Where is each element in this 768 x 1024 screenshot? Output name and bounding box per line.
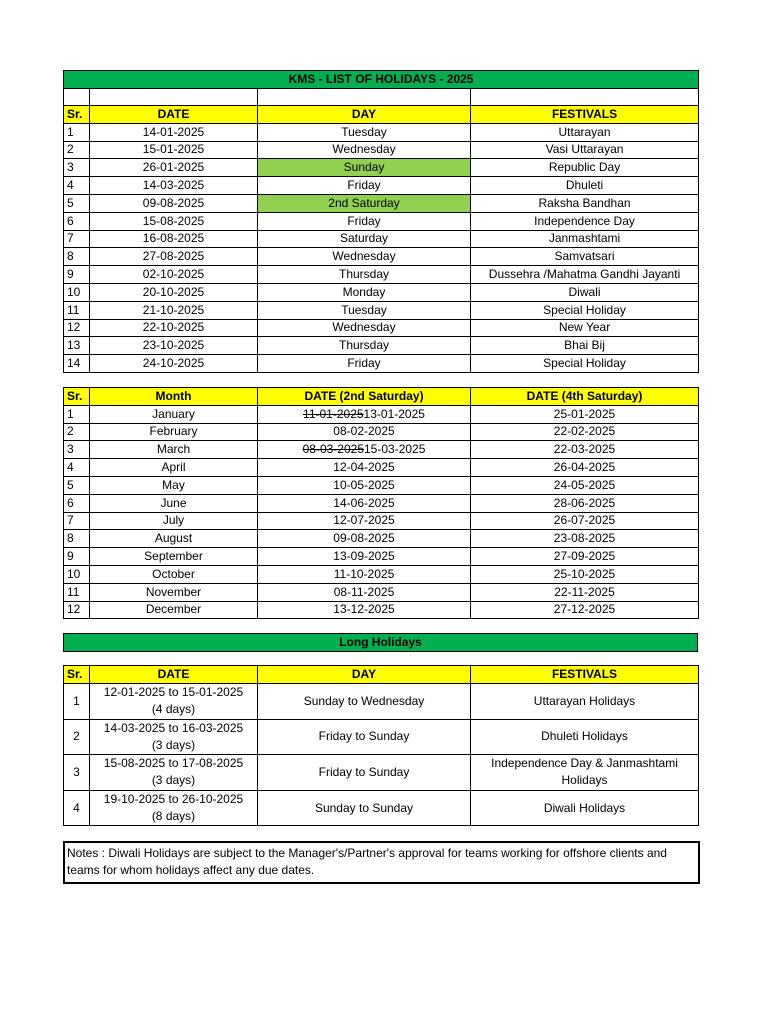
second-saturday-cell [258, 405, 471, 423]
day-cell: Friday to Sunday [258, 719, 471, 755]
second-saturday-cell [258, 441, 471, 459]
header-month: Month [90, 388, 258, 406]
table-row [64, 405, 699, 423]
long-holidays-table [63, 665, 699, 826]
duration: (8 days) [151, 809, 196, 824]
long-holidays-title: Long Holidays [64, 634, 698, 652]
fourth-saturday-cell: 25-01-2025 [471, 405, 699, 423]
day-cell: Friday [258, 355, 471, 373]
date-cell: 22-10-2025 [90, 319, 258, 337]
second-saturday-date: 12-07-2025 [333, 513, 395, 528]
table-row [64, 601, 699, 619]
day-cell: Thursday [258, 266, 471, 284]
day-cell: Friday [258, 212, 471, 230]
sr-cell: 7 [64, 230, 90, 248]
date-cell: 15-01-2025 [90, 141, 258, 159]
day-cell: Sunday to Sunday [258, 790, 471, 826]
table-row [64, 494, 699, 512]
second-saturday-date: 13-09-2025 [333, 549, 395, 564]
table-row [64, 230, 699, 248]
festival-cell: Samvatsari [471, 248, 699, 266]
date-cell: 14-03-2025 [90, 177, 258, 195]
month-cell: March [90, 441, 258, 459]
date-range-cell [90, 719, 258, 755]
holiday-list-table [63, 70, 699, 373]
date-range-cell [90, 790, 258, 826]
holiday-header-row [64, 106, 699, 124]
sr-cell: 11 [64, 301, 90, 319]
saturday-table [63, 387, 699, 619]
month-cell: April [90, 459, 258, 477]
table-row [64, 423, 699, 441]
second-saturday-date: 10-05-2025 [333, 477, 395, 492]
second-saturday-date: 11-10-2025 [333, 566, 395, 581]
fourth-saturday-cell: 23-08-2025 [471, 530, 699, 548]
second-saturday-cell [258, 423, 471, 441]
festival-cell: Janmashtami [471, 230, 699, 248]
date-range: 19-10-2025 to 26-10-2025 [103, 792, 244, 807]
second-saturday-cell [258, 494, 471, 512]
sr-cell: 10 [64, 283, 90, 301]
table-row [64, 355, 699, 373]
festival-cell: Bhai Bij [471, 337, 699, 355]
page-title: KMS - LIST OF HOLIDAYS - 2025 [64, 71, 699, 89]
date-range: 15-08-2025 to 17-08-2025 [103, 756, 244, 771]
table-row [64, 530, 699, 548]
sr-cell: 5 [64, 476, 90, 494]
table-row [64, 565, 699, 583]
sr-cell: 3 [64, 755, 90, 791]
sr-cell: 3 [64, 441, 90, 459]
struck-date: 11-01-2025 [303, 406, 364, 421]
table-row [64, 337, 699, 355]
festival-cell: Raksha Bandhan [471, 194, 699, 212]
second-saturday-cell [258, 565, 471, 583]
table-row [64, 266, 699, 284]
sr-cell: 2 [64, 423, 90, 441]
table-row [64, 248, 699, 266]
second-saturday-date: 08-02-2025 [333, 424, 395, 439]
sr-cell: 2 [64, 719, 90, 755]
fourth-saturday-cell: 27-09-2025 [471, 548, 699, 566]
date-cell: 16-08-2025 [90, 230, 258, 248]
table-row [64, 212, 699, 230]
sr-cell: 12 [64, 319, 90, 337]
header-day: DAY [258, 666, 471, 684]
festival-cell: Dussehra /Mahatma Gandhi Jayanti [471, 266, 699, 284]
day-cell: Wednesday [258, 141, 471, 159]
saturday-header-row [64, 388, 699, 406]
festival-cell: Special Holiday [471, 355, 699, 373]
day-cell: Tuesday [258, 301, 471, 319]
table-row [64, 177, 699, 195]
duration: (4 days) [151, 702, 196, 717]
header-sr: Sr. [64, 388, 90, 406]
sr-cell: 11 [64, 583, 90, 601]
table-row [64, 283, 699, 301]
second-saturday-cell [258, 512, 471, 530]
table-row [64, 684, 699, 720]
month-cell: October [90, 565, 258, 583]
date-cell: 20-10-2025 [90, 283, 258, 301]
month-cell: May [90, 476, 258, 494]
table-row [64, 194, 699, 212]
duration: (3 days) [151, 737, 196, 752]
month-cell: September [90, 548, 258, 566]
sr-cell: 12 [64, 601, 90, 619]
long-holidays-title-table [63, 633, 698, 652]
sr-cell: 8 [64, 530, 90, 548]
sr-cell: 6 [64, 212, 90, 230]
table-row [64, 548, 699, 566]
day-cell: 2nd Saturday [258, 194, 471, 212]
second-saturday-cell [258, 476, 471, 494]
table-row [64, 790, 699, 826]
header-date: DATE [90, 106, 258, 124]
sr-cell: 3 [64, 159, 90, 177]
table-row [64, 123, 699, 141]
table-row [64, 159, 699, 177]
festival-cell: Independence Day & Janmashtami Holidays [471, 755, 699, 791]
month-cell: November [90, 583, 258, 601]
sr-cell: 1 [64, 123, 90, 141]
day-cell: Sunday [258, 159, 471, 177]
month-cell: February [90, 423, 258, 441]
date-cell: 02-10-2025 [90, 266, 258, 284]
festival-cell: Republic Day [471, 159, 699, 177]
sr-cell: 2 [64, 141, 90, 159]
date-cell: 27-08-2025 [90, 248, 258, 266]
second-saturday-cell [258, 601, 471, 619]
second-saturday-cell [258, 548, 471, 566]
day-cell: Wednesday [258, 248, 471, 266]
second-saturday-date: 14-06-2025 [333, 495, 395, 510]
month-cell: August [90, 530, 258, 548]
table-row [64, 441, 699, 459]
sr-cell: 4 [64, 459, 90, 477]
day-cell: Monday [258, 283, 471, 301]
month-cell: January [90, 405, 258, 423]
fourth-saturday-cell: 25-10-2025 [471, 565, 699, 583]
festival-cell: New Year [471, 319, 699, 337]
date-range: 12-01-2025 to 15-01-2025 [103, 685, 244, 700]
table-row [64, 512, 699, 530]
date-range-cell [90, 755, 258, 791]
sr-cell: 13 [64, 337, 90, 355]
second-saturday-date: 13-12-2025 [333, 602, 395, 617]
fourth-saturday-cell: 28-06-2025 [471, 494, 699, 512]
festival-cell: Dhuleti Holidays [471, 719, 699, 755]
month-cell: June [90, 494, 258, 512]
second-saturday-cell [258, 459, 471, 477]
sr-cell: 4 [64, 177, 90, 195]
day-cell: Tuesday [258, 123, 471, 141]
long-holidays-header-row [64, 666, 699, 684]
date-cell: 14-01-2025 [90, 123, 258, 141]
date-cell: 26-01-2025 [90, 159, 258, 177]
day-cell: Saturday [258, 230, 471, 248]
table-row [64, 583, 699, 601]
festival-cell: Independence Day [471, 212, 699, 230]
fourth-saturday-cell: 22-03-2025 [471, 441, 699, 459]
date-range-cell [90, 684, 258, 720]
sr-cell: 6 [64, 494, 90, 512]
second-saturday-cell [258, 583, 471, 601]
fourth-saturday-cell: 27-12-2025 [471, 601, 699, 619]
day-cell: Friday to Sunday [258, 755, 471, 791]
struck-date: 08-03-2025 [302, 442, 364, 457]
fourth-saturday-cell: 26-04-2025 [471, 459, 699, 477]
fourth-saturday-cell: 26-07-2025 [471, 512, 699, 530]
date-cell: 23-10-2025 [90, 337, 258, 355]
festival-cell: Uttarayan Holidays [471, 684, 699, 720]
festival-cell: Diwali [471, 283, 699, 301]
table-row [64, 755, 699, 791]
day-cell: Friday [258, 177, 471, 195]
duration: (3 days) [151, 773, 196, 788]
festival-cell: Uttarayan [471, 123, 699, 141]
month-cell: July [90, 512, 258, 530]
header-day: DAY [258, 106, 471, 124]
header-festivals: FESTIVALS [471, 106, 699, 124]
table-row [64, 719, 699, 755]
sr-cell: 9 [64, 548, 90, 566]
table-row [64, 476, 699, 494]
second-saturday-cell [258, 530, 471, 548]
second-saturday-date: 15-03-2025 [364, 442, 426, 457]
month-cell: December [90, 601, 258, 619]
header-sr: Sr. [64, 666, 90, 684]
festival-cell: Dhuleti [471, 177, 699, 195]
fourth-saturday-cell: 24-05-2025 [471, 476, 699, 494]
header-date: DATE [90, 666, 258, 684]
date-cell: 09-08-2025 [90, 194, 258, 212]
sr-cell: 1 [64, 405, 90, 423]
fourth-saturday-cell: 22-02-2025 [471, 423, 699, 441]
sr-cell: 7 [64, 512, 90, 530]
sr-cell: 8 [64, 248, 90, 266]
sr-cell: 14 [64, 355, 90, 373]
festival-cell: Vasi Uttarayan [471, 141, 699, 159]
header-fourth-saturday: DATE (4th Saturday) [471, 388, 699, 406]
day-cell: Sunday to Wednesday [258, 684, 471, 720]
date-cell: 21-10-2025 [90, 301, 258, 319]
fourth-saturday-cell: 22-11-2025 [471, 583, 699, 601]
table-row [64, 141, 699, 159]
second-saturday-date: 08-11-2025 [333, 584, 395, 599]
second-saturday-date: 12-04-2025 [333, 460, 395, 475]
date-range: 14-03-2025 to 16-03-2025 [103, 720, 244, 735]
day-cell: Thursday [258, 337, 471, 355]
header-festivals: FESTIVALS [471, 666, 699, 684]
table-row [64, 459, 699, 477]
header-second-saturday: DATE (2nd Saturday) [258, 388, 471, 406]
table-row [64, 319, 699, 337]
date-cell: 24-10-2025 [90, 355, 258, 373]
day-cell: Wednesday [258, 319, 471, 337]
notes-box: Notes : Diwali Holidays are subject to the Manager's/Partner's approval for teams working for offshore clients and teams for whom holidays affect any due dates. [63, 841, 700, 884]
sr-cell: 1 [64, 684, 90, 720]
second-saturday-date: 13-01-2025 [363, 406, 425, 421]
second-saturday-date: 09-08-2025 [333, 531, 395, 546]
header-sr: Sr. [64, 106, 90, 124]
festival-cell: Special Holiday [471, 301, 699, 319]
sr-cell: 10 [64, 565, 90, 583]
sr-cell: 5 [64, 194, 90, 212]
festival-cell: Diwali Holidays [471, 790, 699, 826]
sr-cell: 4 [64, 790, 90, 826]
sr-cell: 9 [64, 266, 90, 284]
table-row [64, 301, 699, 319]
date-cell: 15-08-2025 [90, 212, 258, 230]
